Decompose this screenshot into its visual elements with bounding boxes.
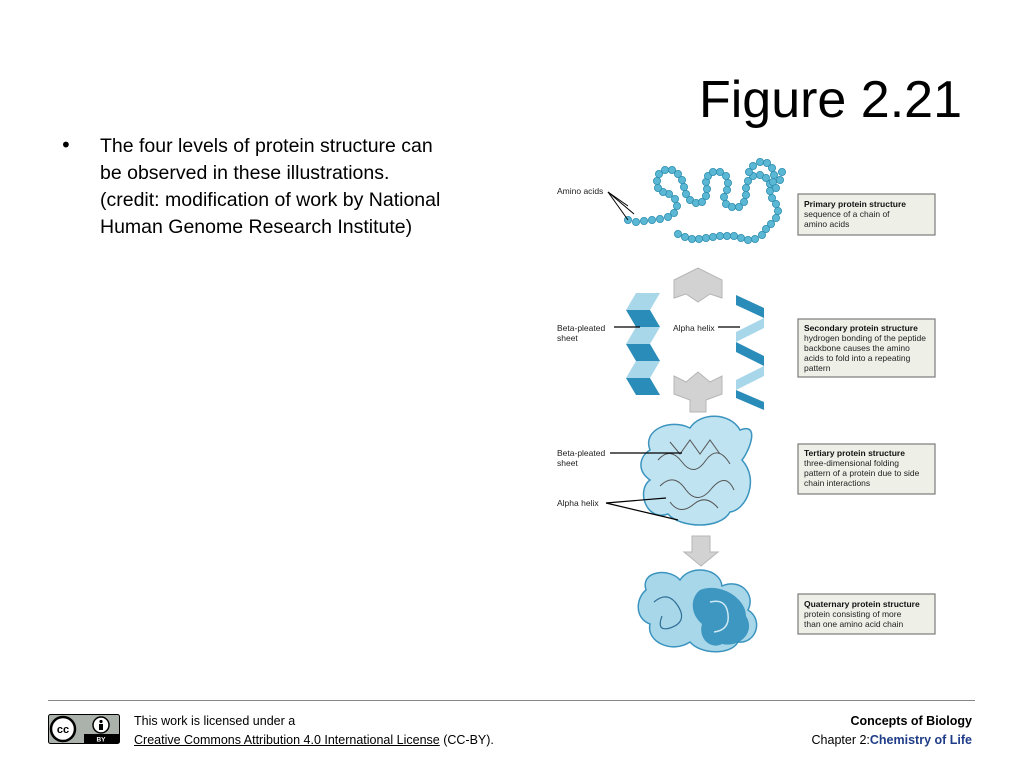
box-secondary: [798, 319, 935, 377]
amino-acid-bead: [678, 176, 685, 183]
cc-by-label: BY: [96, 736, 106, 744]
alpha-helix-icon: [736, 295, 764, 410]
label-tertiary-beta-sheet: sheet: [557, 458, 578, 468]
amino-acid-bead: [776, 176, 783, 183]
tertiary-structure-icon: [641, 416, 752, 525]
amino-acid-bead: [756, 158, 763, 165]
license-suffix: (CC-BY).: [439, 733, 494, 747]
amino-acid-bead: [749, 162, 756, 169]
amino-acid-bead: [737, 234, 744, 241]
box-tertiary-line: chain interactions: [804, 478, 871, 488]
amino-acid-bead: [768, 164, 775, 171]
amino-acid-bead: [681, 233, 688, 240]
amino-acid-bead: [702, 192, 709, 199]
amino-acid-bead: [778, 168, 785, 175]
box-primary-line: amino acids: [804, 219, 850, 229]
amino-acid-bead: [674, 230, 681, 237]
protein-structure-figure: [550, 150, 950, 670]
cc-by-license-icon[interactable]: [48, 714, 120, 744]
footer-divider: [48, 700, 975, 701]
quaternary-structure-icon: [638, 570, 756, 652]
beta-pleated-sheet-icon: [626, 293, 660, 395]
amino-acid-bead: [716, 232, 723, 239]
slide-title: Figure 2.21: [698, 71, 962, 129]
svg-text:cc: cc: [56, 724, 70, 736]
label-amino-acids: Amino acids: [557, 186, 604, 196]
amino-acid-bead: [688, 235, 695, 242]
amino-acid-bead: [680, 183, 687, 190]
box-tertiary-line: pattern of a protein due to side: [804, 468, 920, 478]
box-quaternary-heading: Quaternary protein structure: [804, 599, 920, 609]
amino-acid-bead: [770, 171, 777, 178]
book-title: Concepts of Biology: [850, 714, 972, 728]
amino-acid-bead: [744, 236, 751, 243]
box-primary-heading: Primary protein structure: [804, 199, 907, 209]
label-beta-sheet: sheet: [557, 333, 578, 343]
amino-acid-bead: [709, 233, 716, 240]
box-primary-line: sequence of a chain of: [804, 209, 890, 219]
amino-acid-bead: [742, 191, 749, 198]
license-text: [134, 712, 494, 750]
label-alpha-helix: Alpha helix: [673, 323, 715, 333]
box-tertiary: [798, 444, 935, 494]
amino-acid-bead: [703, 185, 710, 192]
amino-acid-bead: [720, 193, 727, 200]
box-secondary-line: acids to fold into a repeating: [804, 353, 911, 363]
box-quaternary-line: protein consisting of more: [804, 609, 902, 619]
amino-acid-bead: [751, 235, 758, 242]
amino-acid-bead: [671, 195, 678, 202]
amino-acid-bead: [695, 235, 702, 242]
down-arrow-icon: [684, 536, 718, 566]
amino-acid-bead: [653, 177, 660, 184]
amino-acid-bead: [632, 218, 639, 225]
bullet-marker: •: [60, 133, 72, 157]
amino-acid-bead: [640, 217, 647, 224]
amino-acid-bead: [654, 184, 661, 191]
license-line: This work is licensed under a: [134, 714, 296, 728]
amino-acid-bead: [730, 232, 737, 239]
box-secondary-heading: Secondary protein structure: [804, 323, 918, 333]
amino-acid-bead: [723, 186, 730, 193]
amino-acid-bead: [648, 216, 655, 223]
merge-arrow-icon: [674, 372, 722, 412]
amino-acid-bead: [740, 198, 747, 205]
chapter-name: Chemistry of Life: [869, 733, 972, 747]
amino-acid-bead: [702, 234, 709, 241]
amino-acid-bead: [728, 203, 735, 210]
label-tertiary-alpha-helix: Alpha helix: [557, 498, 599, 508]
box-secondary-line: hydrogen bonding of the peptide: [804, 333, 926, 343]
label-beta-sheet: Beta-pleated: [557, 323, 606, 333]
license-link[interactable]: Creative Commons Attribution 4.0 International License: [134, 733, 440, 747]
amino-acid-bead: [772, 214, 779, 221]
amino-acid-bead: [670, 209, 677, 216]
amino-acid-bead: [709, 168, 716, 175]
amino-acid-chain: [624, 158, 785, 243]
box-secondary-line: pattern: [804, 363, 831, 373]
box-secondary-line: backbone causes the amino: [804, 343, 910, 353]
amino-acid-bead: [723, 232, 730, 239]
amino-acid-bead: [722, 172, 729, 179]
box-quaternary: [798, 594, 935, 634]
box-quaternary-line: than one amino acid chain: [804, 619, 904, 629]
amino-acid-bead: [724, 179, 731, 186]
box-tertiary-line: three-dimensional folding: [804, 458, 899, 468]
amino-acid-bead: [758, 231, 765, 238]
amino-acid-bead: [656, 215, 663, 222]
amino-acids-pointer-lines: [608, 192, 634, 220]
book-info: [812, 712, 972, 750]
amino-acid-bead: [742, 184, 749, 191]
amino-acid-bead: [774, 207, 781, 214]
bullet-text: The four levels of protein structure can be observed in these illustrations. (credit: modification of work by National Human Genome Research Institute): [100, 135, 441, 238]
bullet-list: [60, 133, 490, 241]
split-arrow-icon: [674, 268, 722, 302]
box-primary: [798, 194, 935, 235]
amino-acid-bead: [661, 166, 668, 173]
label-tertiary-beta-sheet: Beta-pleated: [557, 448, 606, 458]
amino-acid-bead: [772, 184, 779, 191]
amino-acid-bead: [772, 200, 779, 207]
amino-acid-bead: [673, 202, 680, 209]
box-tertiary-heading: Tertiary protein structure: [804, 448, 905, 458]
chapter-prefix: Chapter 2:: [811, 733, 870, 747]
